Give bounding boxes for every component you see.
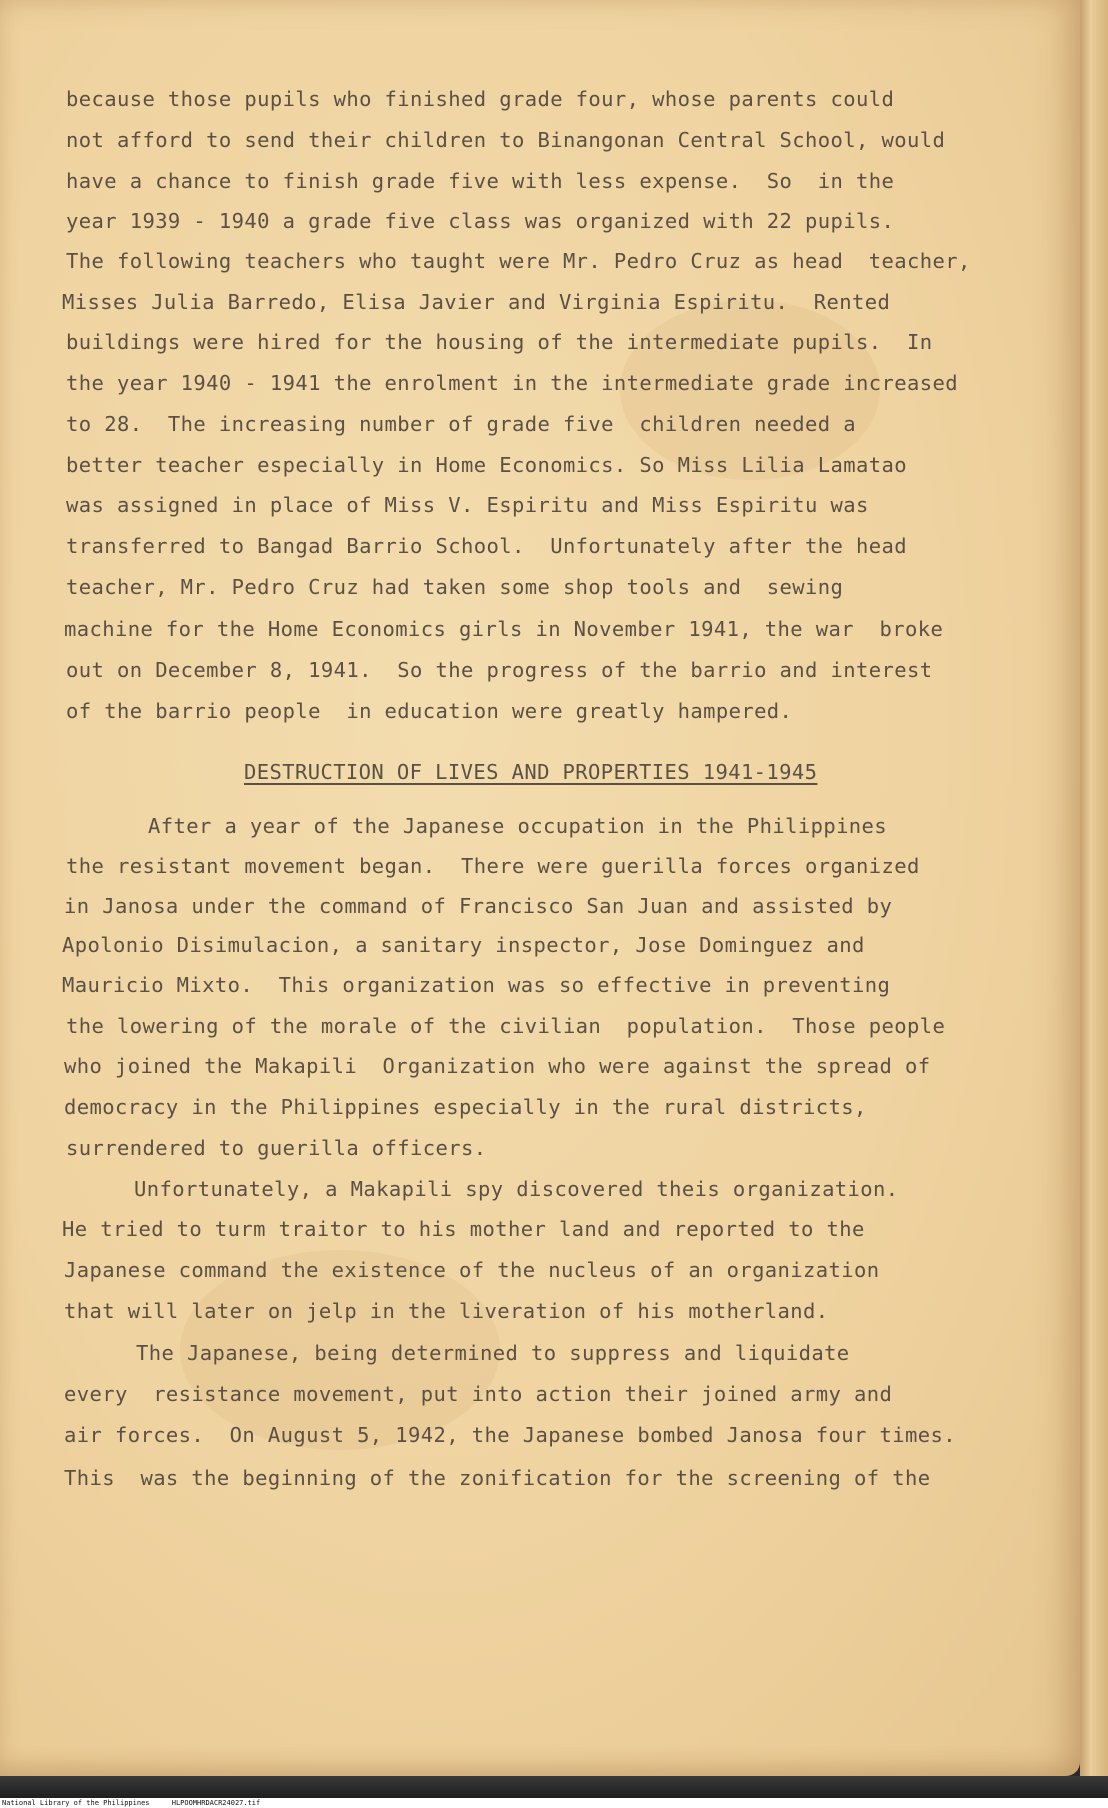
text-line: have a chance to finish grade five with less expense. So in the (66, 169, 895, 193)
scan-footer (0, 1798, 1108, 1808)
text-line: surrendered to guerilla officers. (66, 1136, 487, 1160)
text-line: The following teachers who taught were Mr. Pedro Cruz as head teacher, (66, 249, 971, 273)
text-line: in Janosa under the command of Francisco San Juan and assisted by (64, 894, 893, 918)
page-edge (1080, 0, 1108, 1776)
text-line: that will later on jelp in the liveration of his motherland. (64, 1299, 829, 1323)
text-line: air forces. On August 5, 1942, the Japanese bombed Janosa four times. (64, 1423, 956, 1447)
text-line: The Japanese, being determined to suppress and liquidate (136, 1341, 850, 1365)
text-line: teacher, Mr. Pedro Cruz had taken some shop tools and sewing (66, 575, 844, 599)
text-line: transferred to Bangad Barrio School. Unfortunately after the head (66, 534, 907, 558)
file-id-label: HLPOOMHRDACR24027.tif (171, 1799, 261, 1807)
text-line: who joined the Makapili Organization who were against the spread of (64, 1054, 931, 1078)
text-line: every resistance movement, put into action their joined army and (64, 1382, 893, 1406)
text-line: was assigned in place of Miss V. Espiritu and Miss Espiritu was (66, 493, 869, 517)
text-line: machine for the Home Economics girls in November 1941, the war broke (64, 617, 944, 641)
scan-border (0, 1776, 1108, 1798)
text-line: Unfortunately, a Makapili spy discovered theis organization. (134, 1177, 899, 1201)
text-line: Apolonio Disimulacion, a sanitary inspector, Jose Dominguez and (62, 933, 865, 957)
text-line: the year 1940 - 1941 the enrolment in the intermediate grade increased (66, 371, 958, 395)
section-heading: DESTRUCTION OF LIVES AND PROPERTIES 1941-1945 (244, 760, 818, 784)
text-line: the resistant movement began. There were guerilla forces organized (66, 854, 920, 878)
library-label: National Library of the Philippines (2, 1799, 150, 1807)
text-line: the lowering of the morale of the civilian population. Those people (66, 1014, 946, 1038)
text-line: out on December 8, 1941. So the progress of the barrio and interest (66, 658, 933, 682)
text-line: After a year of the Japanese occupation in the Philippines (148, 814, 888, 838)
text-line: Mauricio Mixto. This organization was so effective in preventing (62, 973, 891, 997)
text-line: Misses Julia Barredo, Elisa Javier and Virginia Espiritu. Rented (62, 290, 891, 314)
text-line: buildings were hired for the housing of the intermediate pupils. In (66, 330, 933, 354)
text-line: Japanese command the existence of the nucleus of an organization (64, 1258, 880, 1282)
text-line: of the barrio people in education were greatly hampered. (66, 699, 793, 723)
text-line: to 28. The increasing number of grade five children needed a (66, 412, 857, 436)
text-line: This was the beginning of the zonification for the screening of the (64, 1466, 931, 1490)
text-line: He tried to turm traitor to his mother land and reported to the (62, 1217, 865, 1241)
text-line: better teacher especially in Home Economics. So Miss Lilia Lamatao (66, 453, 907, 477)
text-line: democracy in the Philippines especially in the rural districts, (64, 1095, 867, 1119)
text-line: because those pupils who finished grade four, whose parents could (66, 87, 895, 111)
text-line: year 1939 - 1940 a grade five class was organized with 22 pupils. (66, 209, 895, 233)
text-line: not afford to send their children to Binangonan Central School, would (66, 128, 946, 152)
